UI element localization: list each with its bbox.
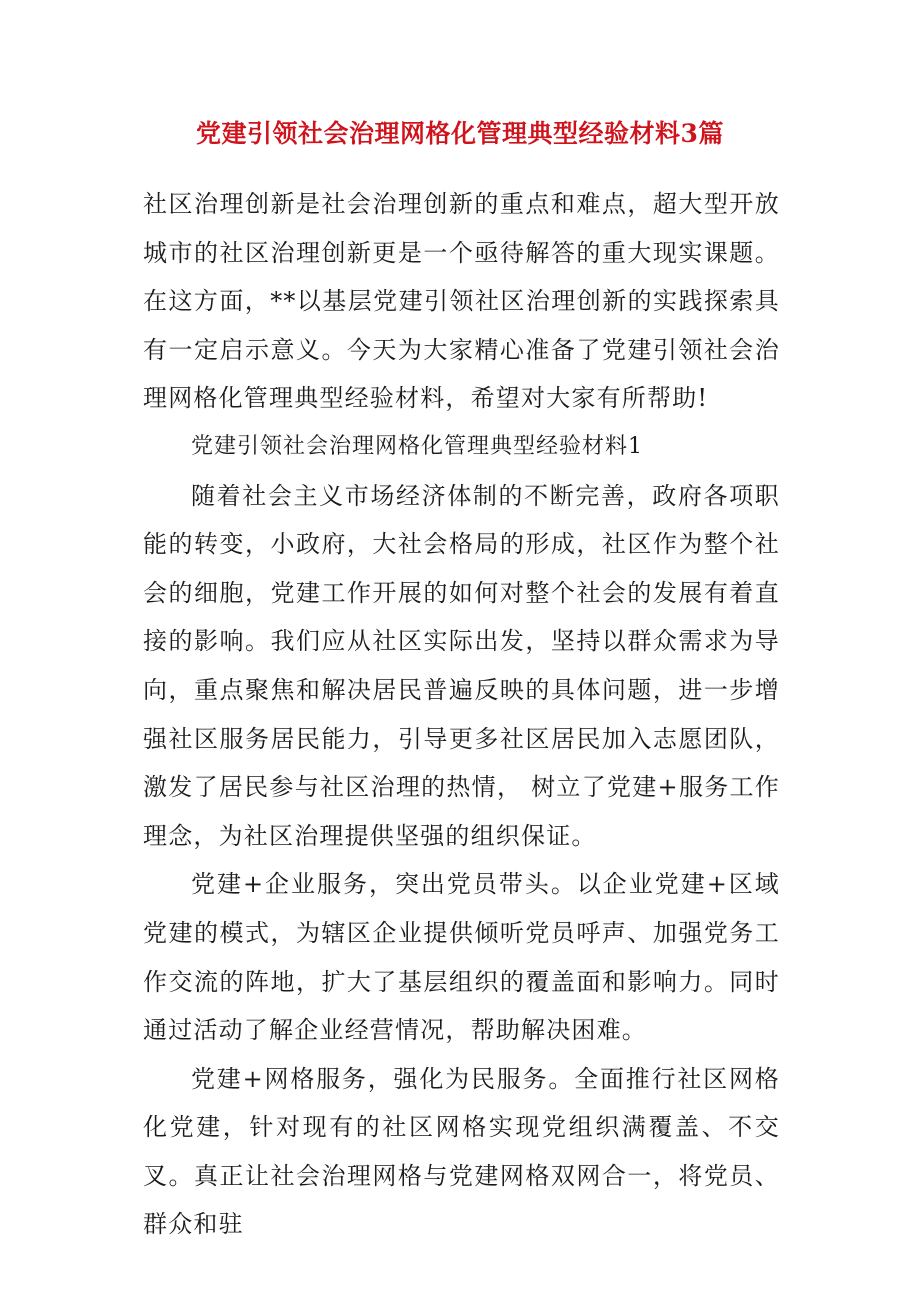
document-body [143,180,780,1249]
body-paragraph-3: 党建+网格服务，强化为民服务。全面推行社区网格化党建，针对现有的社区网格实现党组织满覆盖、不交叉。真正让社会治理网格与党建网格双网合一，将党员、群众和驻 [143,1064,780,1239]
body-paragraph-1: 随着社会主义市场经济体制的不断完善，政府各项职能的转变，小政府，大社会格局的形成，社区作为整个社会的细胞，党建工作开展的如何对整个社会的发展有着直接的影响。我们应从社区实际出发，坚持以群众需求为导向，重点聚焦和解决居民普遍反映的具体问题，进一步增强社区服务居民能力，引导更多社区居民加入志愿团队，激发了居民参与社区治理的热情， 树立了党建+服务工作理念，为社区治理提供坚强的组织保证。 [143,481,780,850]
section-title: 党建引领社会治理网格化管理典型经验材料1 [191,433,643,459]
document-title: 党建引领社会治理网格化管理典型经验材料3篇 [196,119,724,148]
body-paragraph-2: 党建+企业服务，突出党员带头。以企业党建+区域党建的模式，为辖区企业提供倾听党员呼声、加强党务工作交流的阵地，扩大了基层组织的覆盖面和影响力。同时通过活动了解企业经营情况，帮助解决困难。 [143,870,780,1045]
intro-paragraph: 社区治理创新是社会治理创新的重点和难点，超大型开放城市的社区治理创新更是一个亟待解答的重大现实课题。在这方面，**以基层党建引领社区治理创新的实践探索具有一定启示意义。今天为大家精心准备了党建引领社会治理网格化管理典型经验材料，希望对大家有所帮助! [143,190,780,413]
